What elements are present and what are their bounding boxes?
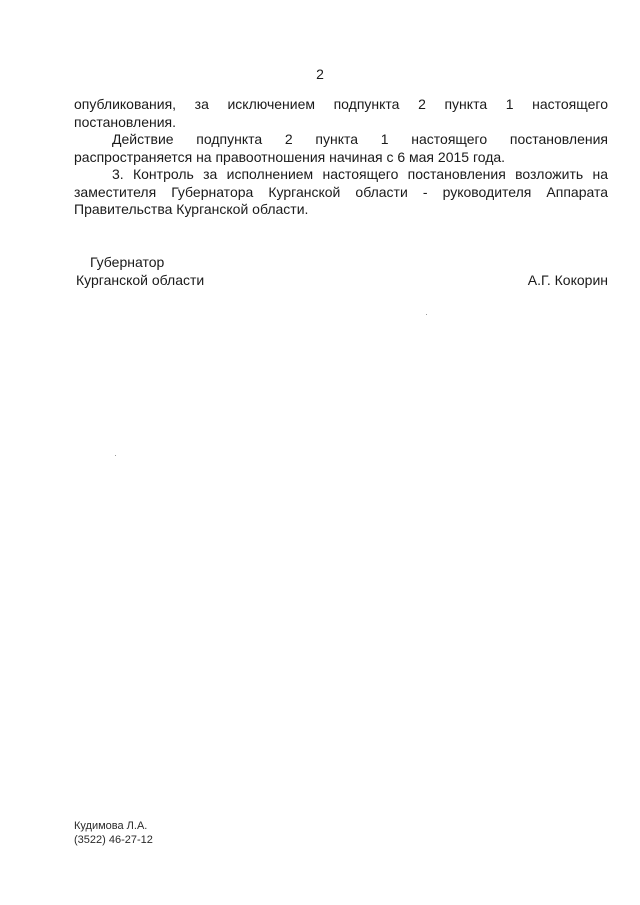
executor-phone: (3522) 46-27-12 bbox=[74, 834, 153, 846]
scan-speck bbox=[426, 314, 427, 315]
paragraph-control-cont bbox=[74, 184, 608, 219]
paragraph-control bbox=[74, 166, 608, 184]
paragraph-line: распространяется на правоотношения начиная с 6 мая 2015 года. bbox=[74, 148, 506, 165]
document-footer bbox=[74, 819, 153, 847]
executor-name: Кудимова Л.А. bbox=[74, 820, 148, 832]
paragraph-line: заместителя Губернатора Курганской области - руководителя Аппарата bbox=[74, 183, 608, 200]
signatory-position: Губернатор bbox=[90, 254, 165, 270]
scan-speck bbox=[115, 455, 116, 456]
signatory-region: Курганской области bbox=[76, 271, 205, 288]
signatory-name: А.Г. Кокорин bbox=[527, 272, 608, 288]
paragraph-line: 3. Контроль за исполнением настоящего постановления возложить на bbox=[112, 166, 608, 182]
paragraph-effect bbox=[74, 131, 608, 149]
signatory-title bbox=[76, 254, 204, 289]
page-number: 2 bbox=[316, 66, 324, 82]
paragraph-line: Действие подпункта 2 пункта 1 настоящего постановления bbox=[112, 131, 608, 147]
paragraph-effect-cont bbox=[74, 149, 608, 167]
paragraph-publication bbox=[74, 96, 608, 131]
paragraph-line: постановления. bbox=[74, 113, 177, 130]
paragraph-line: опубликования, за исключением подпункта 2 пункта 1 настоящего bbox=[74, 96, 608, 112]
paragraph-line: Правительства Курганской области. bbox=[74, 201, 309, 217]
document-body bbox=[74, 96, 608, 219]
